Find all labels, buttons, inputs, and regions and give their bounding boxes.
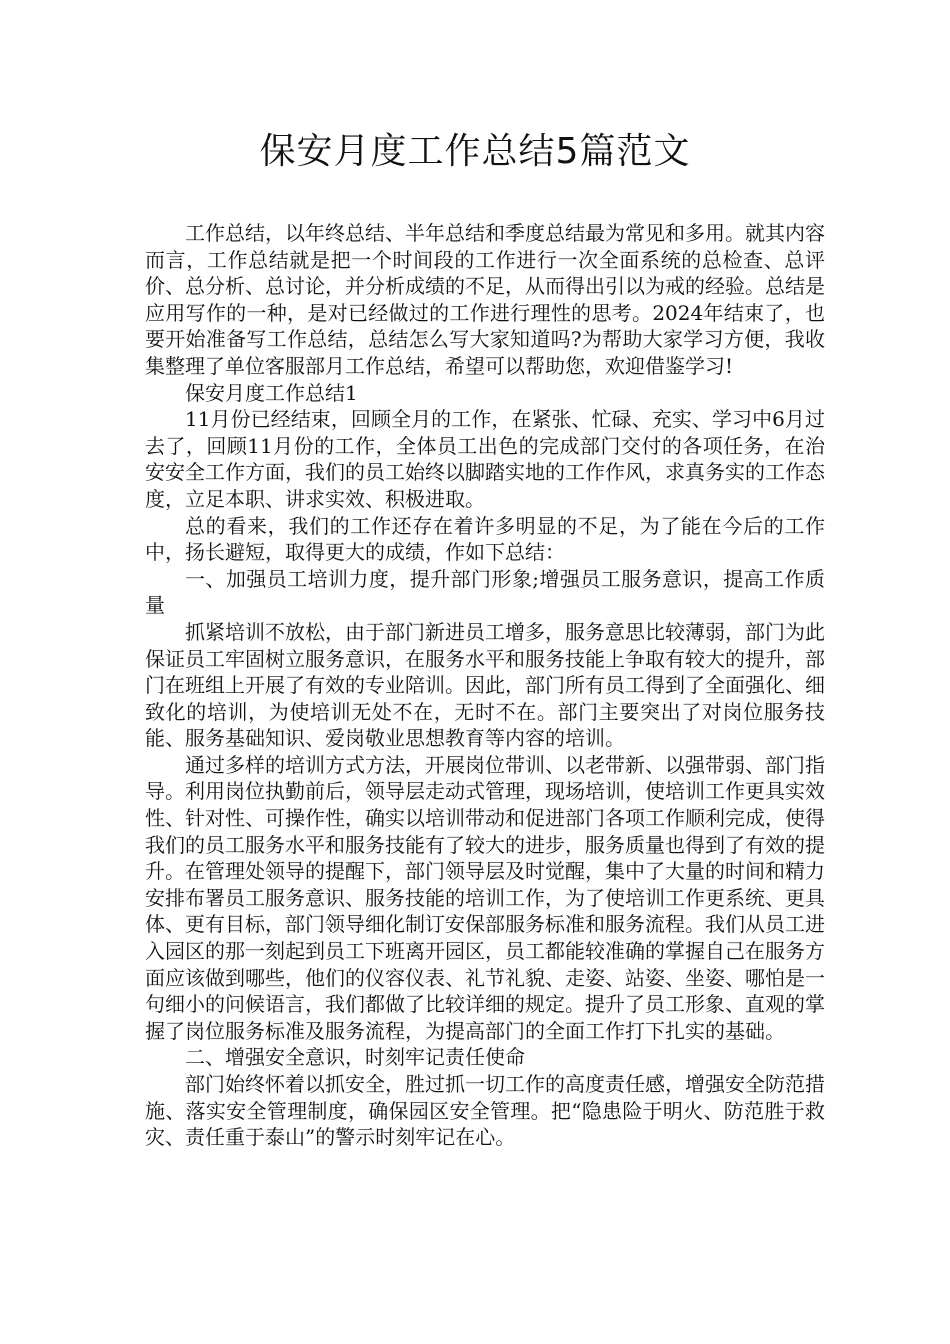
- section-heading-safety: 二、增强安全意识，时刻牢记责任使命: [185, 1045, 525, 1070]
- section-heading-training: 一、加强员工培训力度，提升部门形象;增强员工服务意识，提高工作质量: [145, 566, 825, 618]
- section-heading-summary-1: 保安月度工作总结1: [185, 380, 358, 405]
- document-title: 保安月度工作总结5篇范文: [259, 131, 691, 172]
- paragraph: 通过多样的培训方式方法，开展岗位带训、以老带新、以强带弱、部门指导。利用岗位执勤前后，领导层走动式管理，现场培训，使培训工作更具实效性、针对性、可操作性，确实以培训带动和促进部门各项工作顺利完成，使得我们的员工服务水平和服务技能有了较大的进步，服务质量也得到了有效的提升。在管理处领导的提醒下，部门领导层及时觉醒，集中了大量的时间和精力安排布署员工服务意识、服务技能的培训工作，为了使培训工作更系统、更具体、更有目标，部门领导细化制订安保部服务标准和服务流程。我们从员工进入园区的那一刻起到员工下班离开园区，员工都能较准确的掌握自己在服务方面应该做到哪些，他们的仪容仪表、礼节礼貌、走姿、站姿、坐姿、哪怕是一句细小的问候语言，我们都做了比较详细的规定。提升了员工形象、直观的掌握了岗位服务标准及服务流程，为提高部门的全面工作打下扎实的基础。: [145, 752, 825, 1043]
- paragraph-intro: 工作总结，以年终总结、半年总结和季度总结最为常见和多用。就其内容而言，工作总结就是把一个时间段的工作进行一次全面系统的总检查、总评价、总分析、总讨论，并分析成绩的不足，从而得出引以为戒的经验。总结是应用写作的一种，是对已经做过的工作进行理性的思考。2024年结束了，也要开始准备写工作总结，总结怎么写大家知道吗?为帮助大家学习方便，我收集整理了单位客服部月工作总结，希望可以帮助您，欢迎借鉴学习!: [145, 221, 825, 378]
- paragraph: 11月份已经结束，回顾全月的工作，在紧张、忙碌、充实、学习中6月过去了，回顾11月份的工作，全体员工出色的完成部门交付的各项任务，在治安安全工作方面，我们的员工始终以脚踏实地的工作作风，求真务实的工作态度，立足本职、讲求实效、积极进取。: [145, 407, 825, 511]
- document-body: [145, 220, 825, 1151]
- paragraph: 总的看来，我们的工作还存在着许多明显的不足，为了能在今后的工作中，扬长避短，取得更大的成绩，作如下总结：: [145, 513, 825, 565]
- paragraph: 抓紧培训不放松，由于部门新进员工增多，服务意思比较薄弱，部门为此保证员工牢固树立服务意识，在服务水平和服务技能上争取有较大的提升，部门在班组上开展了有效的专业陪训。因此，部门所有员工得到了全面强化、细致化的培训，为使培训无处不在，无时不在。部门主要突出了对岗位服务技能、服务基础知识、爱岗敬业思想教育等内容的培训。: [145, 619, 825, 751]
- paragraph: 部门始终怀着以抓安全，胜过抓一切工作的高度责任感，增强安全防范措施、落实安全管理制度，确保园区安全管理。把“隐患险于明火、防范胜于救灾、责任重于泰山”的警示时刻牢记在心。: [145, 1072, 825, 1150]
